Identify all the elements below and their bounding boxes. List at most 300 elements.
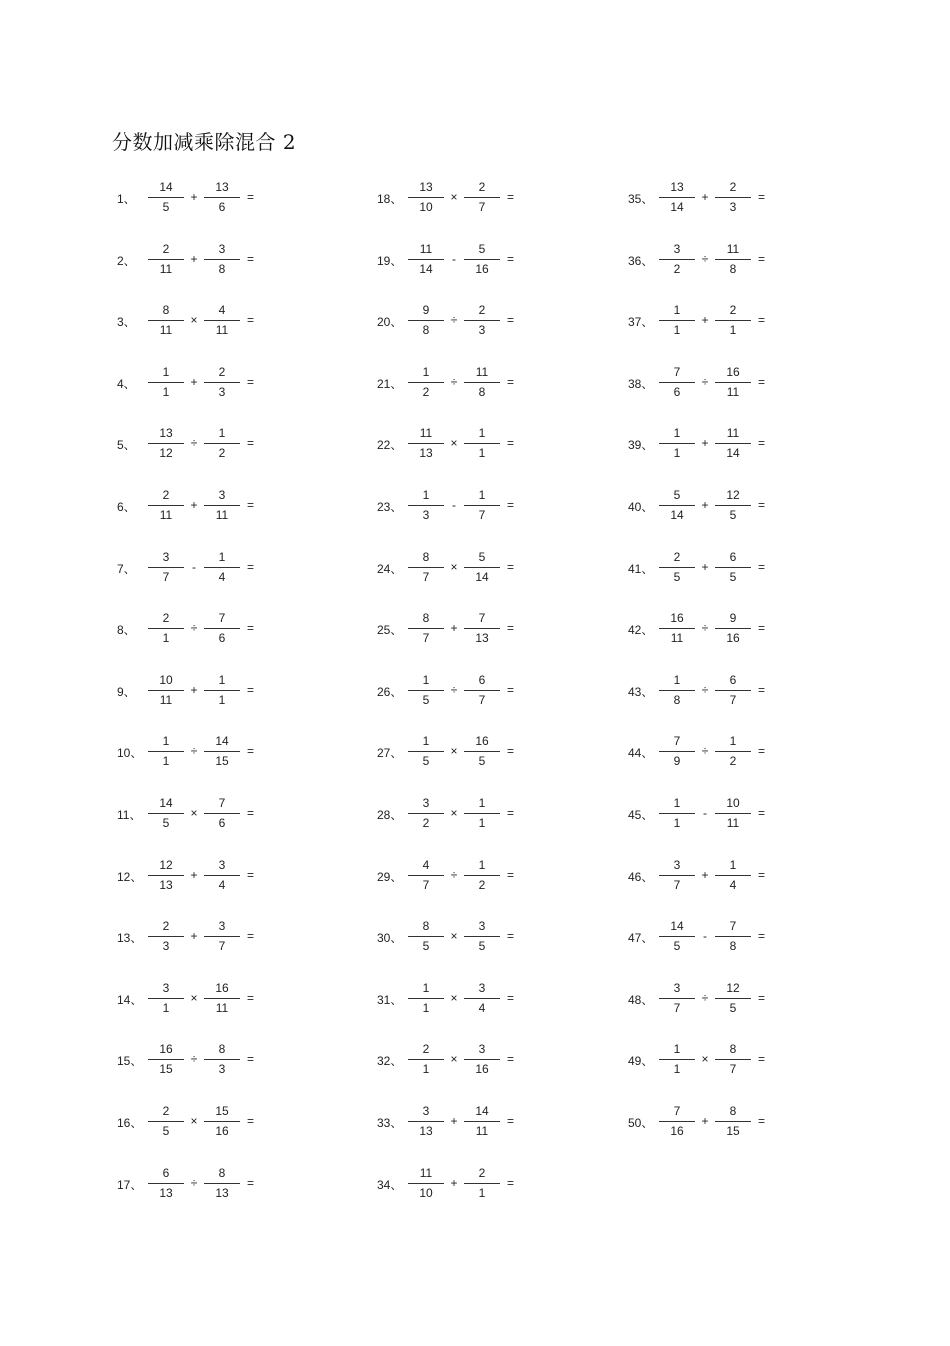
denominator: 5: [162, 200, 170, 214]
fraction-bar: [464, 751, 500, 752]
denominator: 7: [422, 878, 430, 892]
equals-sign: =: [758, 991, 766, 1005]
problem-item: [628, 240, 788, 280]
numerator: 7: [218, 611, 226, 625]
numerator: 3: [673, 981, 681, 995]
fraction-bar: [408, 1121, 444, 1122]
numerator: 3: [422, 1104, 430, 1118]
numerator: 12: [726, 981, 740, 995]
problem-number: 13、: [117, 931, 143, 945]
fraction-bar: [408, 936, 444, 937]
numerator: 2: [162, 242, 170, 256]
equals-sign: =: [247, 806, 255, 820]
fraction-bar: [715, 628, 751, 629]
operator: ×: [450, 560, 458, 574]
problem-number: 41、: [628, 562, 654, 576]
fraction: [408, 917, 444, 957]
fraction: [659, 424, 695, 464]
denominator: 7: [162, 570, 170, 584]
fraction-bar: [464, 936, 500, 937]
fraction-bar: [204, 443, 240, 444]
denominator: 5: [673, 939, 681, 953]
problem-number: 27、: [377, 746, 403, 760]
problem-number: 14、: [117, 993, 143, 1007]
fraction-bar: [148, 320, 184, 321]
problem-number: 46、: [628, 870, 654, 884]
problem-item: [628, 856, 788, 896]
denominator: 16: [475, 1062, 489, 1076]
fraction-bar: [715, 320, 751, 321]
operator: +: [701, 436, 709, 450]
denominator: 3: [218, 385, 226, 399]
problem-number: 45、: [628, 808, 654, 822]
operator: ÷: [450, 313, 458, 327]
denominator: 1: [478, 1186, 486, 1200]
fraction-bar: [715, 751, 751, 752]
problem-item: [628, 671, 788, 711]
equals-sign: =: [507, 683, 515, 697]
problem-item: [117, 548, 277, 588]
denominator: 12: [159, 446, 173, 460]
problem-number: 49、: [628, 1054, 654, 1068]
equals-sign: =: [758, 621, 766, 635]
fraction: [148, 424, 184, 464]
fraction: [408, 794, 444, 834]
denominator: 5: [729, 570, 737, 584]
numerator: 11: [419, 1166, 433, 1180]
fraction-bar: [464, 998, 500, 999]
equals-sign: =: [247, 683, 255, 697]
denominator: 7: [478, 508, 486, 522]
numerator: 7: [673, 734, 681, 748]
fraction: [148, 856, 184, 896]
numerator: 10: [726, 796, 740, 810]
fraction-bar: [148, 998, 184, 999]
fraction-bar: [715, 505, 751, 506]
problem-number: 15、: [117, 1054, 143, 1068]
equals-sign: =: [247, 744, 255, 758]
equals-sign: =: [758, 806, 766, 820]
problem-item: [117, 1102, 277, 1142]
numerator: 3: [478, 981, 486, 995]
fraction-bar: [464, 690, 500, 691]
operator: +: [190, 498, 198, 512]
problem-item: [628, 301, 788, 341]
fraction: [408, 856, 444, 896]
equals-sign: =: [758, 252, 766, 266]
fraction: [408, 486, 444, 526]
denominator: 1: [478, 816, 486, 830]
fraction: [464, 671, 500, 711]
equals-sign: =: [758, 498, 766, 512]
denominator: 13: [215, 1186, 229, 1200]
fraction-bar: [464, 382, 500, 383]
numerator: 3: [478, 919, 486, 933]
fraction-bar: [464, 628, 500, 629]
problem-item: [117, 486, 277, 526]
numerator: 16: [670, 611, 684, 625]
fraction-bar: [408, 628, 444, 629]
problem-number: 1、: [117, 192, 136, 206]
numerator: 2: [729, 180, 737, 194]
fraction: [659, 979, 695, 1019]
fraction: [204, 856, 240, 896]
numerator: 2: [162, 611, 170, 625]
numerator: 1: [218, 426, 226, 440]
denominator: 2: [218, 446, 226, 460]
numerator: 1: [673, 673, 681, 687]
numerator: 12: [726, 488, 740, 502]
equals-sign: =: [247, 1052, 255, 1066]
numerator: 13: [159, 426, 173, 440]
problem-item: [377, 301, 537, 341]
fraction: [464, 424, 500, 464]
problem-number: 26、: [377, 685, 403, 699]
denominator: 8: [478, 385, 486, 399]
problem-item: [628, 732, 788, 772]
fraction-bar: [715, 382, 751, 383]
numerator: 11: [726, 426, 740, 440]
operator: +: [701, 560, 709, 574]
fraction: [148, 548, 184, 588]
fraction-bar: [715, 197, 751, 198]
problem-number: 12、: [117, 870, 143, 884]
fraction-bar: [204, 1183, 240, 1184]
fraction: [464, 363, 500, 403]
numerator: 8: [729, 1104, 737, 1118]
operator: -: [452, 252, 456, 266]
operator: +: [190, 375, 198, 389]
problem-item: [117, 240, 277, 280]
problem-number: 42、: [628, 623, 654, 637]
numerator: 3: [218, 858, 226, 872]
problem-item: [377, 609, 537, 649]
fraction-bar: [464, 567, 500, 568]
operator: -: [452, 498, 456, 512]
equals-sign: =: [507, 313, 515, 327]
equals-sign: =: [758, 744, 766, 758]
fraction: [464, 1164, 500, 1204]
problem-item: [377, 1102, 537, 1142]
fraction-bar: [148, 628, 184, 629]
equals-sign: =: [758, 436, 766, 450]
denominator: 3: [162, 939, 170, 953]
equals-sign: =: [507, 868, 515, 882]
fraction: [659, 301, 695, 341]
fraction: [715, 548, 751, 588]
denominator: 7: [673, 1001, 681, 1015]
numerator: 14: [670, 919, 684, 933]
fraction: [659, 732, 695, 772]
fraction-bar: [204, 1059, 240, 1060]
fraction-bar: [715, 813, 751, 814]
fraction: [204, 486, 240, 526]
problem-number: 47、: [628, 931, 654, 945]
numerator: 16: [159, 1042, 173, 1056]
denominator: 1: [162, 1001, 170, 1015]
operator: ×: [450, 744, 458, 758]
denominator: 5: [162, 1124, 170, 1138]
operator: ÷: [701, 375, 709, 389]
numerator: 11: [419, 242, 433, 256]
numerator: 2: [162, 1104, 170, 1118]
denominator: 15: [726, 1124, 740, 1138]
numerator: 13: [670, 180, 684, 194]
equals-sign: =: [507, 929, 515, 943]
operator: ×: [450, 1052, 458, 1066]
fraction-bar: [408, 1059, 444, 1060]
denominator: 1: [162, 754, 170, 768]
numerator: 1: [422, 365, 430, 379]
denominator: 14: [670, 200, 684, 214]
operator: ÷: [701, 744, 709, 758]
operator: ×: [190, 806, 198, 820]
numerator: 4: [422, 858, 430, 872]
problem-number: 36、: [628, 254, 654, 268]
numerator: 8: [422, 550, 430, 564]
numerator: 6: [729, 673, 737, 687]
fraction-bar: [659, 690, 695, 691]
fraction: [464, 794, 500, 834]
denominator: 13: [419, 1124, 433, 1138]
denominator: 11: [159, 693, 173, 707]
fraction: [148, 732, 184, 772]
problem-item: [117, 1040, 277, 1080]
problem-item: [628, 794, 788, 834]
fraction: [204, 794, 240, 834]
denominator: 5: [478, 939, 486, 953]
operator: ÷: [190, 1052, 198, 1066]
numerator: 1: [478, 796, 486, 810]
fraction-bar: [464, 197, 500, 198]
fraction-bar: [408, 998, 444, 999]
fraction-bar: [408, 813, 444, 814]
denominator: 2: [422, 385, 430, 399]
operator: +: [701, 313, 709, 327]
denominator: 5: [162, 816, 170, 830]
denominator: 7: [478, 200, 486, 214]
problem-number: 25、: [377, 623, 403, 637]
numerator: 3: [673, 242, 681, 256]
fraction-bar: [464, 875, 500, 876]
fraction-bar: [408, 320, 444, 321]
fraction: [715, 856, 751, 896]
numerator: 16: [215, 981, 229, 995]
fraction: [148, 301, 184, 341]
equals-sign: =: [507, 190, 515, 204]
operator: +: [190, 252, 198, 266]
equals-sign: =: [758, 1052, 766, 1066]
fraction: [148, 1164, 184, 1204]
fraction-bar: [408, 567, 444, 568]
fraction: [408, 363, 444, 403]
numerator: 1: [673, 1042, 681, 1056]
denominator: 1: [422, 1062, 430, 1076]
denominator: 5: [478, 754, 486, 768]
numerator: 8: [218, 1042, 226, 1056]
operator: ÷: [450, 683, 458, 697]
fraction-bar: [715, 1121, 751, 1122]
denominator: 5: [729, 508, 737, 522]
denominator: 15: [159, 1062, 173, 1076]
fraction: [715, 240, 751, 280]
operator: ×: [450, 991, 458, 1005]
operator: ÷: [701, 252, 709, 266]
fraction-bar: [204, 628, 240, 629]
operator: ÷: [190, 621, 198, 635]
fraction: [715, 671, 751, 711]
fraction-bar: [715, 1059, 751, 1060]
fraction: [464, 1040, 500, 1080]
denominator: 7: [422, 631, 430, 645]
equals-sign: =: [507, 806, 515, 820]
denominator: 11: [670, 631, 684, 645]
problem-number: 28、: [377, 808, 403, 822]
problem-item: [377, 424, 537, 464]
problem-number: 16、: [117, 1116, 143, 1130]
fraction: [204, 1164, 240, 1204]
fraction-bar: [659, 875, 695, 876]
numerator: 1: [422, 673, 430, 687]
problem-number: 11、: [117, 808, 142, 822]
problem-number: 3、: [117, 315, 136, 329]
equals-sign: =: [758, 1114, 766, 1128]
fraction-bar: [659, 628, 695, 629]
fraction-bar: [148, 1059, 184, 1060]
fraction-bar: [148, 382, 184, 383]
fraction: [464, 917, 500, 957]
denominator: 7: [478, 693, 486, 707]
fraction: [464, 486, 500, 526]
problem-number: 8、: [117, 623, 136, 637]
numerator: 1: [162, 365, 170, 379]
fraction-bar: [464, 505, 500, 506]
operator: ×: [450, 436, 458, 450]
denominator: 3: [218, 1062, 226, 1076]
fraction-bar: [659, 751, 695, 752]
problem-number: 18、: [377, 192, 403, 206]
fraction-bar: [204, 751, 240, 752]
operator: +: [190, 190, 198, 204]
denominator: 4: [218, 570, 226, 584]
problem-number: 35、: [628, 192, 654, 206]
operator: +: [190, 868, 198, 882]
denominator: 13: [475, 631, 489, 645]
denominator: 7: [218, 939, 226, 953]
problem-number: 4、: [117, 377, 136, 391]
equals-sign: =: [507, 252, 515, 266]
problem-item: [628, 1040, 788, 1080]
fraction: [659, 794, 695, 834]
operator: +: [190, 929, 198, 943]
denominator: 1: [218, 693, 226, 707]
denominator: 1: [729, 323, 737, 337]
denominator: 2: [729, 754, 737, 768]
problem-item: [377, 1040, 537, 1080]
fraction-bar: [204, 320, 240, 321]
numerator: 8: [218, 1166, 226, 1180]
denominator: 11: [159, 262, 173, 276]
denominator: 7: [729, 693, 737, 707]
equals-sign: =: [758, 313, 766, 327]
denominator: 4: [478, 1001, 486, 1015]
problem-number: 50、: [628, 1116, 654, 1130]
denominator: 16: [215, 1124, 229, 1138]
fraction: [204, 1040, 240, 1080]
denominator: 9: [673, 754, 681, 768]
operator: +: [450, 1114, 458, 1128]
problem-number: 22、: [377, 438, 403, 452]
numerator: 2: [478, 180, 486, 194]
equals-sign: =: [507, 621, 515, 635]
fraction-bar: [715, 875, 751, 876]
fraction: [204, 671, 240, 711]
problem-number: 43、: [628, 685, 654, 699]
denominator: 11: [215, 323, 229, 337]
fraction: [659, 178, 695, 218]
fraction-bar: [148, 567, 184, 568]
equals-sign: =: [247, 868, 255, 882]
fraction-bar: [204, 259, 240, 260]
numerator: 3: [478, 1042, 486, 1056]
equals-sign: =: [758, 560, 766, 574]
denominator: 16: [475, 262, 489, 276]
numerator: 12: [159, 858, 173, 872]
numerator: 1: [478, 426, 486, 440]
fraction-bar: [408, 443, 444, 444]
numerator: 2: [162, 919, 170, 933]
numerator: 15: [215, 1104, 229, 1118]
fraction-bar: [464, 1121, 500, 1122]
fraction: [408, 671, 444, 711]
numerator: 8: [729, 1042, 737, 1056]
fraction-bar: [204, 505, 240, 506]
fraction-bar: [659, 320, 695, 321]
fraction: [408, 609, 444, 649]
denominator: 16: [670, 1124, 684, 1138]
problem-number: 37、: [628, 315, 654, 329]
equals-sign: =: [507, 375, 515, 389]
fraction-bar: [204, 998, 240, 999]
operator: ×: [450, 190, 458, 204]
problem-item: [117, 424, 277, 464]
fraction: [408, 548, 444, 588]
fraction: [464, 732, 500, 772]
fraction-bar: [715, 998, 751, 999]
fraction-bar: [148, 936, 184, 937]
denominator: 11: [159, 508, 173, 522]
problem-item: [377, 240, 537, 280]
fraction: [148, 240, 184, 280]
problem-number: 39、: [628, 438, 654, 452]
numerator: 13: [419, 180, 433, 194]
problem-item: [377, 548, 537, 588]
denominator: 3: [422, 508, 430, 522]
fraction: [659, 486, 695, 526]
denominator: 1: [673, 1062, 681, 1076]
numerator: 7: [673, 365, 681, 379]
fraction-bar: [464, 1059, 500, 1060]
fraction: [715, 424, 751, 464]
equals-sign: =: [247, 621, 255, 635]
problem-item: [117, 979, 277, 1019]
denominator: 4: [729, 878, 737, 892]
numerator: 2: [729, 303, 737, 317]
fraction: [659, 1102, 695, 1142]
fraction-bar: [659, 567, 695, 568]
fraction: [148, 917, 184, 957]
numerator: 5: [673, 488, 681, 502]
